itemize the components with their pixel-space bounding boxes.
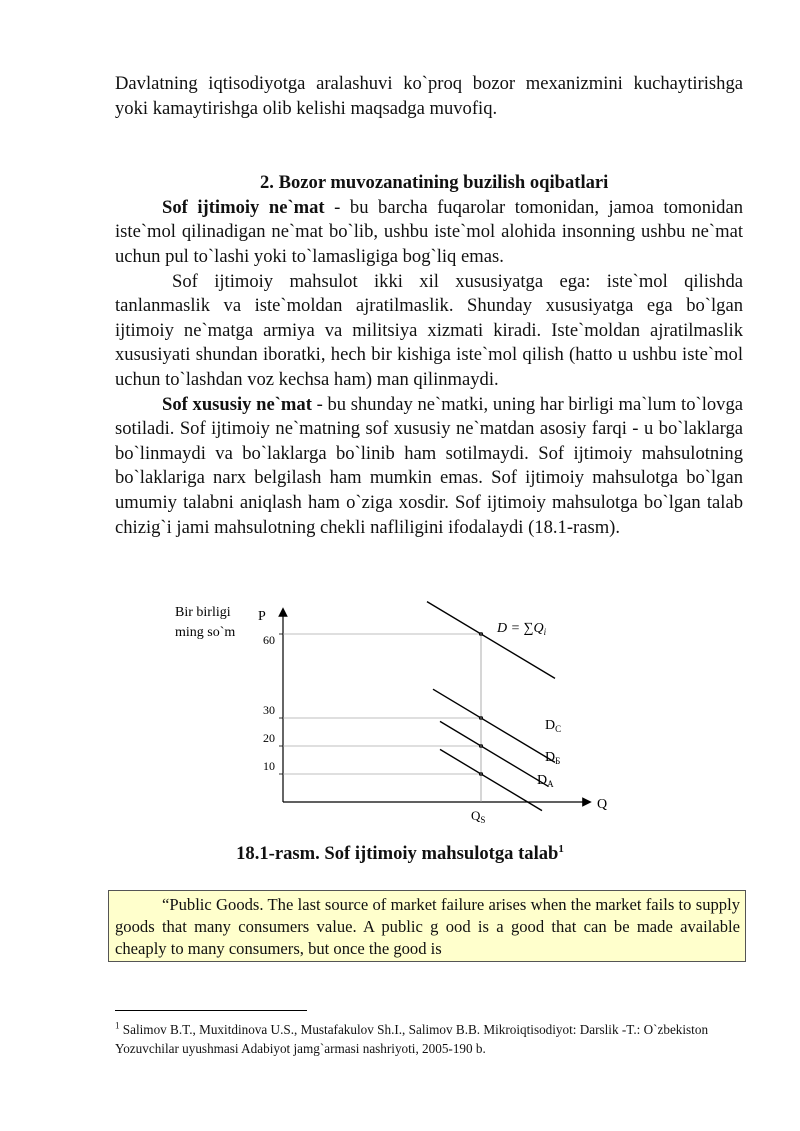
y-axis-unit-line1: Bir birligi	[175, 605, 231, 620]
footnote	[115, 1020, 755, 1058]
y-tick-label: 60	[263, 633, 275, 647]
demand-chart	[115, 598, 743, 830]
public-good-text: - bu barcha fuqarolar tomonidan, jamoa tomonidan iste`mol qilinadigan ne`mat bo`lib, ushbu iste`mol alohida insonning ushbu ne`mat uchun pul to`lashi yoki to`lamasligiga bog`liq emas.	[115, 196, 744, 267]
demand-line-label: $D_Б$	[545, 750, 561, 766]
demand-line-label: $D = \sum Q_i$	[497, 621, 547, 637]
page-body	[115, 72, 743, 540]
private-good-definition	[115, 393, 743, 541]
section-heading: 2. Bozor muvozanatining buzilish oqibatlari	[260, 172, 609, 194]
y-ticks	[263, 633, 481, 774]
demand-line-label: $D_A$	[537, 773, 554, 789]
caption-text: 18.1-rasm. Sof ijtimoiy mahsulotga talab	[236, 843, 559, 864]
public-good-properties: Sof ijtimoiy mahsulot ikki xil xususiyatga ega: iste`mol qilishda tanlanmaslik va iste`moldan ajratilmaslik. Shunday xususiyatga ega bo`lgan ijtimoiy ne`matga armiya va militsiya xizmati kiradi. Iste`moldan ajratilmaslik xususiyati shundan iboratki, hech bir kishiga iste`mol qilish (hatto u ushbu iste`mol uchun to`lashdan voz kechsa ham) man qilinmaydi.	[115, 270, 743, 390]
demand-line-label: $D_C$	[545, 718, 562, 734]
demand-chart-svg	[115, 598, 743, 830]
y-axis-unit-line2: ming so`m	[175, 625, 236, 640]
private-good-text: - bu shunday ne`matki, uning har birligi ma`lum to`lovga sotiladi. Sof ijtimoiy ne`matning sof xususiy ne`matdan asosiy farqi - u bo`laklarga bo`linmaydi va bo`laklarga bo`linib ham sotilmaydi. Sof ijtimoiy mahsulotning bo`laklariga narx belgilash ham mumkin emas. Sof ijtimoiy mahsulotga bo`lgan umumiy talabni aniqlash ham o`ziga xosdir. Sof ijtimoiy mahsulotga bo`lgan talab chizig`i jami mahsulotning chekli nafliligini ifodalaydi (18.1-rasm).	[115, 393, 743, 538]
footnote-number: 1	[115, 1020, 120, 1031]
y-tick-label: 10	[263, 759, 275, 773]
footnote-separator	[115, 1010, 307, 1011]
figure-caption	[0, 843, 800, 865]
term-public-good: Sof ijtimoiy ne`mat	[162, 196, 325, 218]
qs-label: $Q_S$	[471, 808, 486, 825]
english-quote-box	[108, 890, 746, 962]
intro-paragraph: Davlatning iqtisodiyotga aralashuvi ko`proq bozor mexanizmini kuchaytirishga yoki kamaytirishga olib kelishi maqsadga muvofiq.	[115, 73, 743, 119]
x-axis-symbol: Q	[597, 797, 608, 812]
demand-curves	[427, 602, 561, 811]
demand-line	[433, 689, 555, 762]
public-good-definition	[115, 196, 743, 270]
y-tick-label: 30	[263, 703, 275, 717]
quote-text: “Public Goods. The last source of market failure arises when the market fails to supply goods that many consumers value. A public g ood is a good that can be made available cheaply to many consumers, but once the good is	[115, 895, 740, 958]
y-axis-symbol: P	[258, 609, 266, 624]
demand-line	[427, 602, 555, 679]
footnote-text: Salimov B.T., Muxitdinova U.S., Mustafakulov Sh.I., Salimov B.B. Mikroiqtisodiyot: Darslik -T.: O`zbekiston Yozuvchilar uyushmasi Adabiyot jamg`armasi nashriyoti, 2005-190 b.	[115, 1022, 709, 1056]
y-tick-label: 20	[263, 731, 275, 745]
caption-footnote-ref: 1	[558, 842, 564, 855]
demand-line	[440, 721, 548, 786]
term-private-good: Sof xususiy ne`mat	[162, 393, 312, 415]
